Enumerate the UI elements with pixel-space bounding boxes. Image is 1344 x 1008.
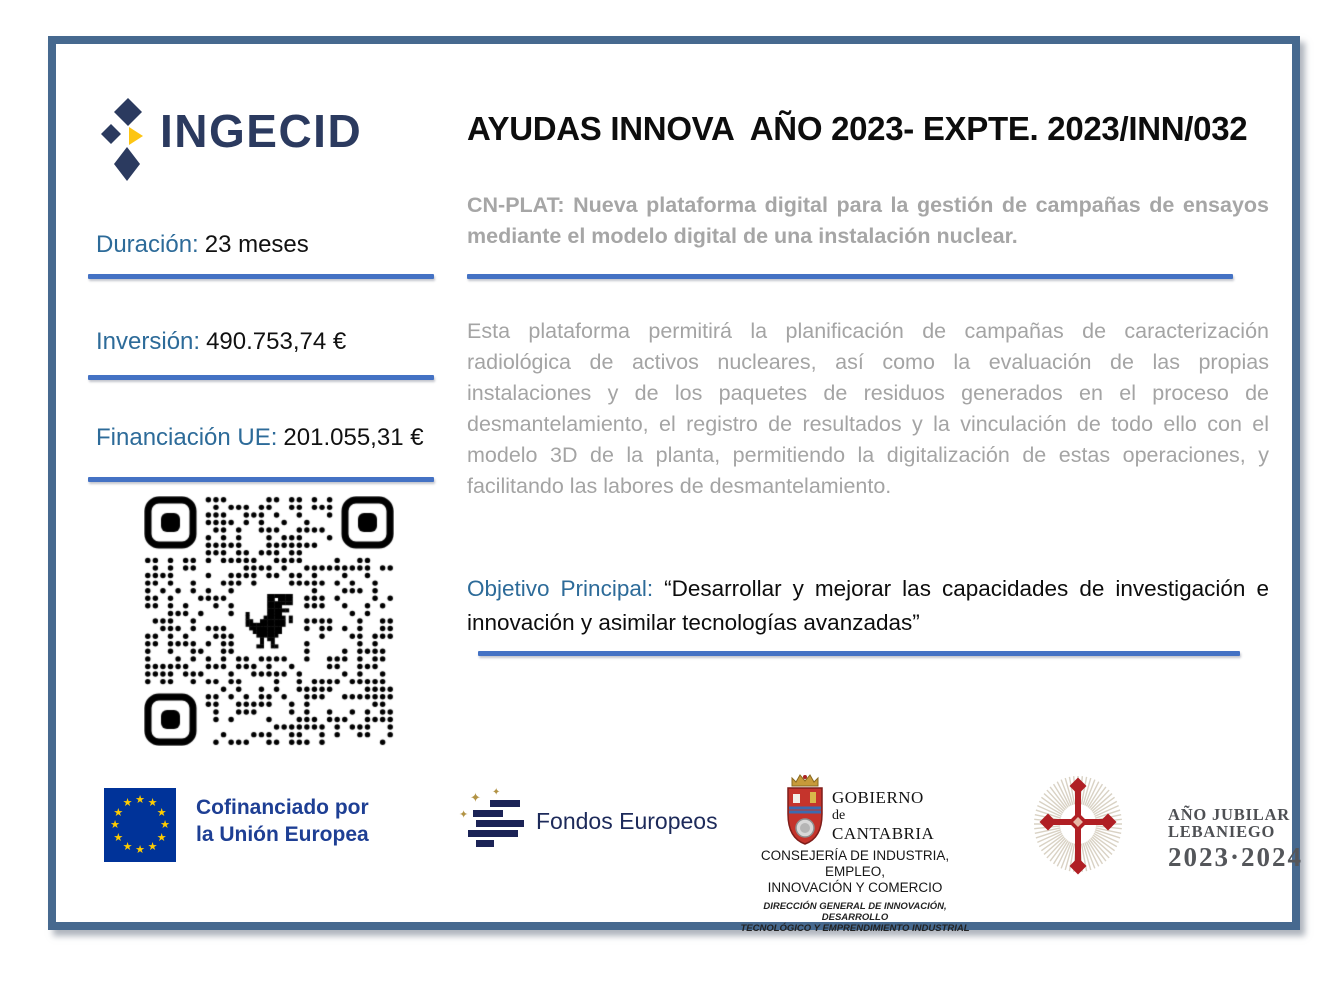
jubilar-line2: LEBANIEGO [1168,822,1276,841]
eu-star-icon: ★ [156,831,167,844]
fact-inversion [96,327,346,357]
fondos-europeos-label: Fondos Europeos [536,808,718,834]
fact-value: 201.055,31 € [283,424,424,451]
objective-label: Objetivo Principal: [467,576,654,601]
eu-star-icon: ★ [160,819,170,831]
eu-funding-text [196,794,369,848]
fact-value: 23 meses [204,231,309,258]
project-subtitle [467,190,1269,252]
divider-financiacion [88,477,434,482]
eu-star-icon: ★ [135,844,145,856]
cantabria-department: CONSEJERÍA DE INDUSTRIA, EMPLEO, INNOVACIÓN Y COMERCIO [760,848,950,895]
page-frame [48,36,1304,934]
eu-star-icon: ★ [122,840,133,853]
objective-paragraph [467,572,1269,640]
cantabria-line3: CANTABRIA [832,824,935,843]
eu-funding-line2: la Unión Europea [196,823,369,846]
eu-star-icon: ★ [147,840,158,853]
cantabria-line2: de [832,808,846,823]
ingecid-logo-icon [101,98,145,186]
qr-code [144,496,394,746]
jubilar-logo [1022,768,1312,908]
star-icon: ✦ [492,787,501,798]
jubilar-years: 2023·2024 [1168,842,1304,872]
eu-star-icon: ★ [113,806,124,819]
objective-text: “Desarrollar y mejorar las capacidades de investigación e innovación y asimilar tecnologías avanzadas” [467,576,1269,635]
divider-inversion [88,375,434,380]
fact-financiacion-ue [96,423,424,453]
fact-label: Duración: [96,231,199,258]
eu-funding-line1: Cofinanciado por [196,796,369,819]
eu-star-icon: ★ [147,797,158,810]
divider-subtitle [467,274,1233,279]
eu-star-icon: ★ [113,831,124,844]
description-paragraph: Esta plataforma permitirá la planificación de campañas de caracterización radiológica de activos nucleares, así como la evaluación de las propias instalaciones y de los paquetes de residuos generados en el proceso de desmantelamiento, el registro de resultados y la vinculación de todo ello con el modelo 3D de la planta, permitiendo la digitalización de estas operaciones, y facilitando las labores de desmantelamiento. [467,319,1269,498]
star-icon: ✦ [459,809,469,821]
page-title: AYUDAS INNOVA AÑO 2023- EXPTE. 2023/INN/032 [467,110,1248,147]
divider-objective [478,651,1240,656]
fact-duracion [96,230,309,260]
divider-duracion [88,274,434,279]
eu-star-icon: ★ [110,819,120,831]
eu-flag-icon [104,788,176,862]
cantabria-logo [732,768,978,934]
jubilar-text [1168,806,1303,872]
jubilar-cross-icon [1022,772,1134,884]
eu-star-icon: ★ [122,797,133,810]
star-icon: ✦ [470,790,481,805]
subtitle-label: CN-PLAT: [467,193,565,217]
cantabria-directorate: DIRECCIÓN GENERAL DE INNOVACIÓN, DESARROLLO TECNOLÓGICO Y EMPRENDIMIENTO INDUSTRIAL [740,901,970,934]
eu-star-icon: ★ [156,806,167,819]
fact-label: Inversión: [96,328,201,355]
cantabria-title [832,788,934,844]
eu-star-icon: ★ [135,794,145,806]
ingecid-wordmark: INGECID [160,105,363,157]
fact-value: 490.753,74 € [206,328,347,355]
cantabria-crest-icon [784,770,826,848]
cantabria-line1: GOBIERNO [832,788,924,807]
jubilar-line1: AÑO JUBILAR [1168,805,1291,824]
subtitle-text: Nueva plataforma digital para la gestión de campañas de ensayos mediante el modelo digital de una instalación nuclear. [467,193,1269,248]
fact-label: Financiación UE: [96,424,278,451]
